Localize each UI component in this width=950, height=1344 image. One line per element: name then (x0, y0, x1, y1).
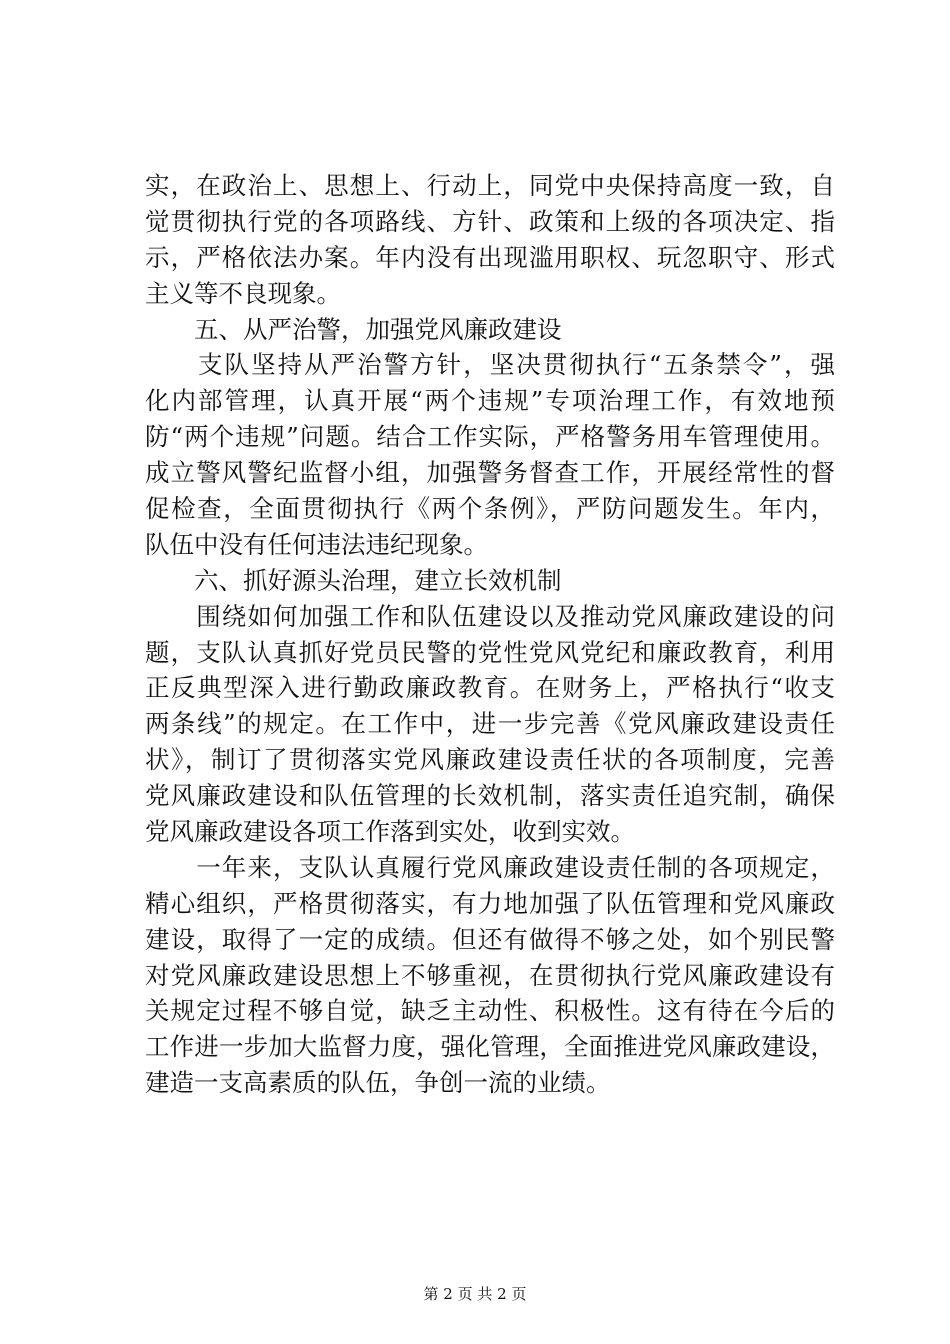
text-line: 实，在政治上、思想上、行动上，同党中央保持高度一致，自 (145, 171, 835, 200)
text-line: 状》，制订了贯彻落实党风廉政建设责任状的各项制度，完善 (145, 745, 835, 775)
text-line: 党风廉政建设和队伍管理的长效机制，落实责任追究制，确保 (145, 781, 835, 811)
text-line: 两条线”的规定。在工作中，进一步完善《党风廉政建设责任 (145, 709, 835, 739)
text-line: 正反典型深入进行勤政廉政教育。在财务上，严格执行“收支 (145, 673, 835, 703)
text-line: 关规定过程不够自觉，缺乏主动性、积极性。这有待在今后的 (145, 996, 835, 1026)
text-line: 建造一支高素质的队伍，争创一流的业绩。 (145, 1068, 611, 1098)
text-line: 防“两个违规”问题。结合工作实际，严格警务用车管理使用。 (145, 422, 835, 452)
text-line: 一年来，支队认真履行党风廉政建设责任制的各项规定， (145, 852, 835, 882)
text-line: 支队坚持从严治警方针，坚决贯彻执行“五条禁令”，强 (145, 350, 835, 380)
text-line: 建设，取得了一定的成绩。但还有做得不够之处，如个别民警 (145, 924, 835, 954)
text-line: 题，支队认真抓好党员民警的党性党风党纪和廉政教育，利用 (145, 637, 835, 667)
page-footer: 第 2 页 共 2 页 (423, 1285, 527, 1303)
text-line: 主义等不良现象。 (145, 278, 341, 308)
text-line: 队伍中没有任何违法违纪现象。 (145, 529, 488, 559)
text-line: 觉贯彻执行党的各项路线、方针、政策和上级的各项决定、指 (145, 206, 835, 236)
text-line: 对党风廉政建设思想上不够重视，在贯彻执行党风廉政建设有 (145, 960, 835, 990)
text-line: 围绕如何加强工作和队伍建设以及推动党风廉政建设的问 (145, 601, 835, 631)
text-line: 工作进一步加大监督力度，强化管理，全面推进党风廉政建设， (145, 1032, 835, 1062)
text-line: 化内部管理，认真开展“两个违规”专项治理工作，有效地预 (145, 386, 835, 416)
text-line: 五、从严治警，加强党风廉政建设 (145, 314, 562, 344)
text-line: 促检查，全面贯彻执行《两个条例》，严防问题发生。年内， (145, 494, 835, 524)
text-line: 成立警风警纪监督小组，加强警务督查工作，开展经常性的督 (145, 458, 835, 488)
text-line: 党风廉政建设各项工作落到实处，收到实效。 (145, 817, 635, 847)
document-body (145, 168, 835, 1101)
text-line: 示，严格依法办案。年内没有出现滥用职权、玩忽职守、形式 (145, 242, 835, 272)
text-line: 六、抓好源头治理，建立长效机制 (145, 565, 562, 595)
text-line: 精心组织，严格贯彻落实，有力地加强了队伍管理和党风廉政 (145, 888, 835, 918)
